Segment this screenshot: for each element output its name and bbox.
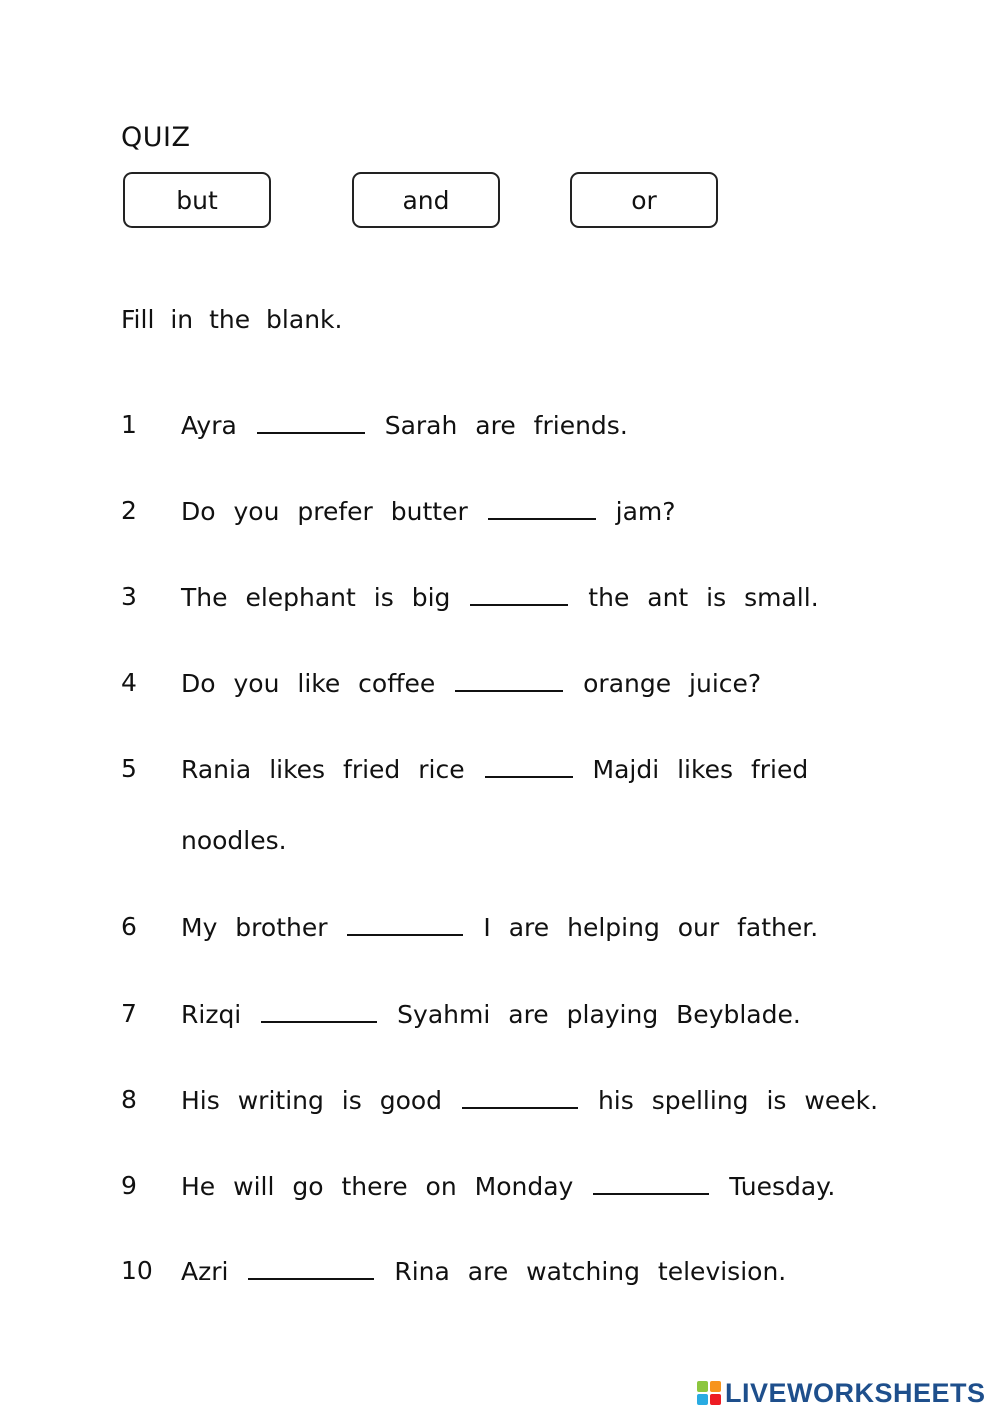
instruction-text: Fill in the blank. (121, 305, 343, 334)
answer-blank[interactable] (347, 912, 463, 936)
question-text-before: Azri (181, 1257, 229, 1286)
answer-blank[interactable] (462, 1085, 578, 1109)
question-text (181, 912, 818, 943)
question-text-after: his spelling is week. (597, 1086, 879, 1115)
logo-squares-icon (697, 1381, 721, 1405)
question-text-before: His writing is good (181, 1086, 443, 1115)
liveworksheets-logo (697, 1377, 986, 1409)
question-text-before: Ayra (181, 411, 237, 440)
question-text-after: Rina are watching television. (394, 1257, 787, 1286)
question-text-after: the ant is small. (588, 583, 819, 612)
question-text-continuation: noodles. (181, 826, 287, 855)
question-text-after: I are helping our father. (483, 913, 819, 942)
answer-blank[interactable] (488, 496, 596, 520)
word-bank-option-but[interactable]: but (123, 172, 271, 228)
question-text-after: Majdi likes fried (592, 755, 809, 784)
logo-square (697, 1394, 708, 1405)
answer-blank[interactable] (248, 1256, 374, 1280)
answer-blank[interactable] (257, 410, 365, 434)
logo-square (697, 1381, 708, 1392)
question-number: 7 (121, 999, 137, 1028)
question-number: 9 (121, 1171, 137, 1200)
question-text-before: Rizqi (181, 1000, 242, 1029)
question-number: 8 (121, 1085, 137, 1114)
question-number: 3 (121, 582, 137, 611)
question-text (181, 410, 628, 441)
answer-blank[interactable] (485, 754, 573, 778)
answer-blank[interactable] (455, 668, 563, 692)
question-text-after: jam? (615, 497, 676, 526)
logo-square (710, 1381, 721, 1392)
question-number: 4 (121, 668, 137, 697)
question-text-after: Tuesday. (729, 1172, 836, 1201)
question-text (181, 1256, 786, 1287)
answer-blank[interactable] (593, 1171, 709, 1195)
question-text-before: Rania likes fried rice (181, 755, 465, 784)
answer-blank[interactable] (470, 582, 568, 606)
question-text (181, 496, 676, 527)
question-text-after: orange juice? (583, 669, 762, 698)
quiz-title: QUIZ (121, 122, 191, 153)
answer-blank[interactable] (261, 999, 377, 1023)
question-text-before: The elephant is big (181, 583, 451, 612)
question-number: 1 (121, 410, 137, 439)
question-number: 5 (121, 754, 137, 783)
logo-square (710, 1394, 721, 1405)
question-number: 10 (121, 1256, 153, 1285)
question-text-after: Sarah are friends. (384, 411, 628, 440)
question-text (181, 1085, 878, 1116)
question-text-after: Syahmi are playing Beyblade. (397, 1000, 801, 1029)
question-text (181, 1171, 835, 1202)
question-text (181, 754, 808, 785)
word-bank-option-or[interactable]: or (570, 172, 718, 228)
question-text-before: Do you prefer butter (181, 497, 468, 526)
question-number: 2 (121, 496, 137, 525)
question-text-before: Do you like coffee (181, 669, 436, 698)
logo-text: LIVEWORKSHEETS (725, 1377, 986, 1408)
question-text-before: He will go there on Monday (181, 1172, 574, 1201)
question-text (181, 582, 819, 613)
question-text (181, 999, 801, 1030)
question-number: 6 (121, 912, 137, 941)
word-bank-option-and[interactable]: and (352, 172, 500, 228)
question-text-before: My brother (181, 913, 328, 942)
question-text (181, 668, 761, 699)
